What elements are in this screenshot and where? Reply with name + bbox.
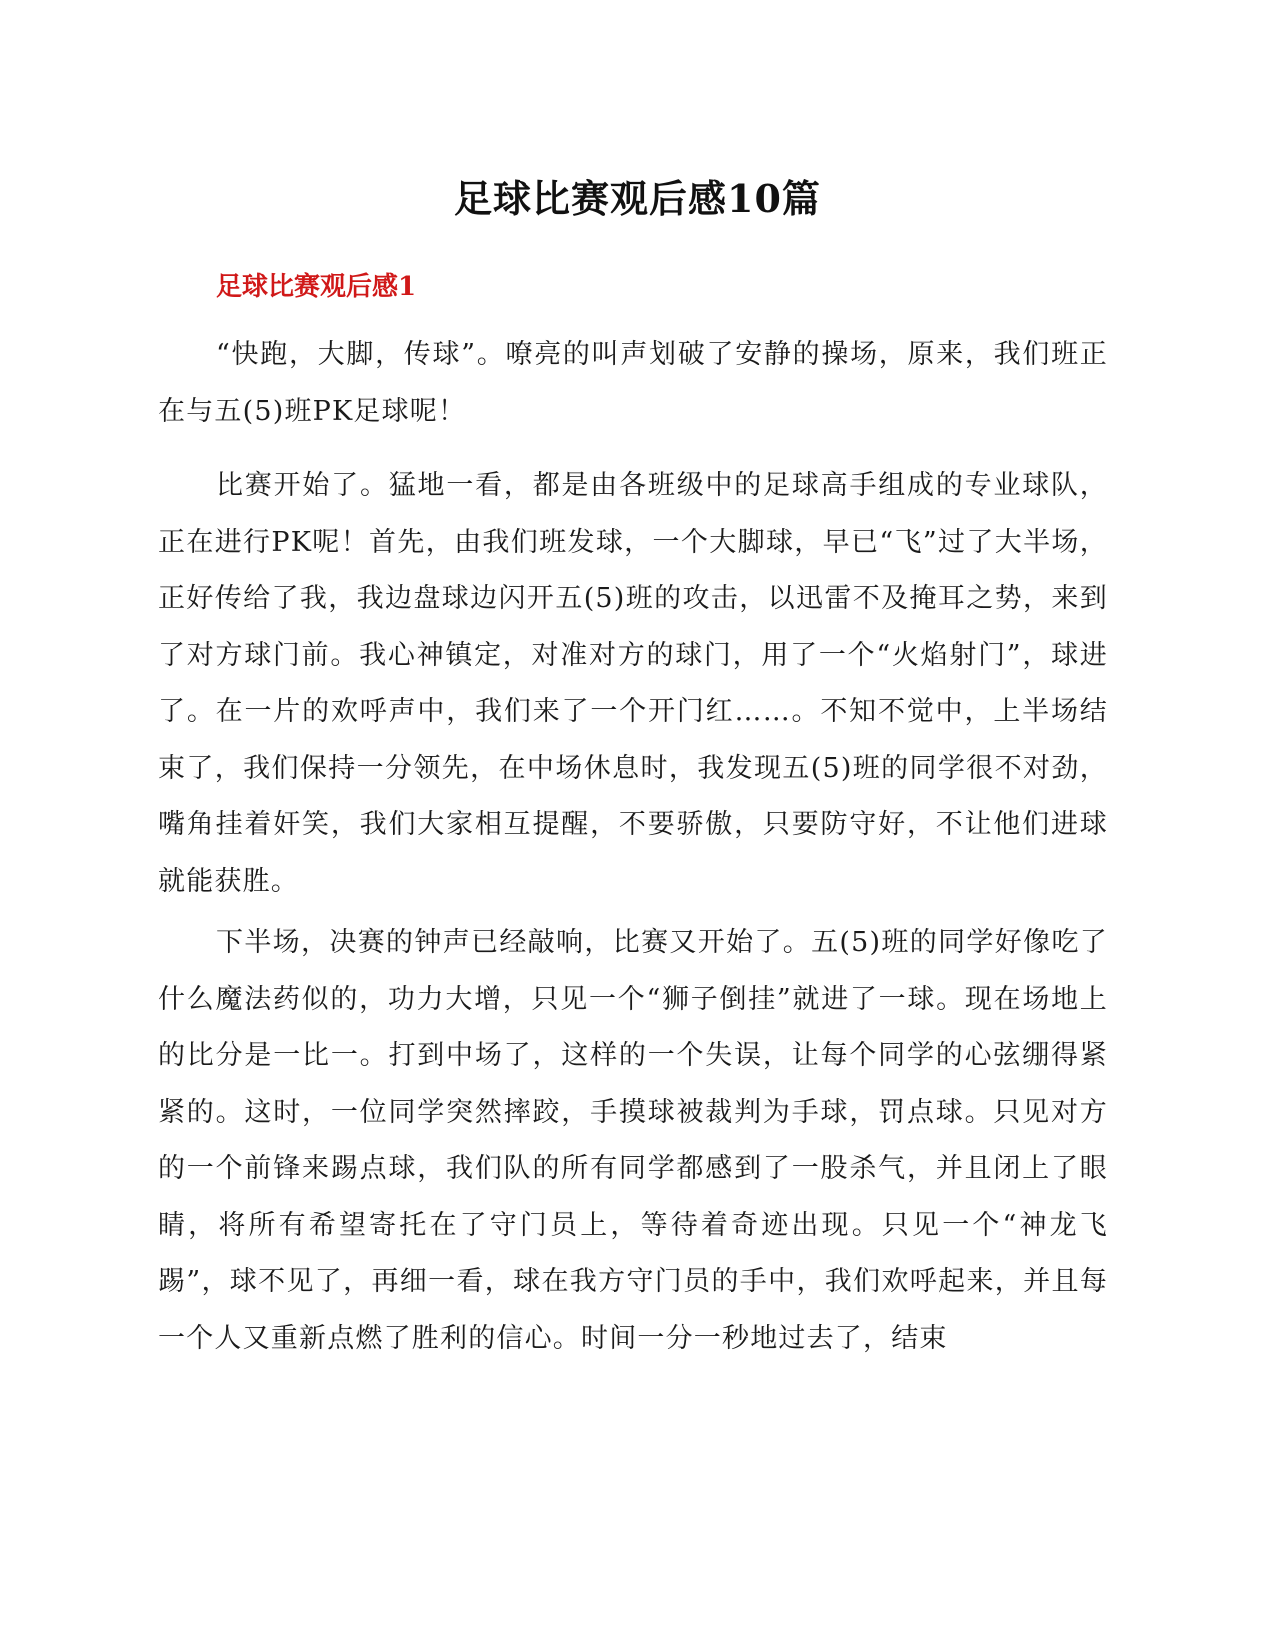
- paragraph: “快跑，大脚，传球”。嘹亮的叫声划破了安静的操场，原来，我们班正在与五(5)班PK足球呢！: [158, 339, 1108, 427]
- paragraph: 下半场，决赛的钟声已经敲响，比赛又开始了。五(5)班的同学好像吃了什么魔法药似的，功力大增，只见一个“狮子倒挂”就进了一球。现在场地上的比分是一比一。打到中场了，这样的一个失误，让每个同学的心弦绷得紧紧的。这时，一位同学突然摔跤，手摸球被裁判为手球，罚点球。只见对方的一个前锋来踢点球，我们队的所有同学都感到了一股杀气，并且闭上了眼睛，将所有希望寄托在了守门员上，等待着奇迹出现。只见一个“神龙飞踢”，球不见了，再细一看，球在我方守门员的手中，我们欢呼起来，并且每一个人又重新点燃了胜利的信心。时间一分一秒地过去了，结束: [158, 927, 1108, 1354]
- section-heading: 足球比赛观后感1: [216, 272, 417, 302]
- paragraph: 比赛开始了。猛地一看，都是由各班级中的足球高手组成的专业球队，正在进行PK呢！首先，由我们班发球，一个大脚球，早已“飞”过了大半场，正好传给了我，我边盘球边闪开五(5)班的攻击，以迅雷不及掩耳之势，来到了对方球门前。我心神镇定，对准对方的球门，用了一个“火焰射门”，球进了。在一片的欢呼声中，我们来了一个开门红……。不知不觉中，上半场结束了，我们保持一分领先，在中场休息时，我发现五(5)班的同学很不对劲，嘴角挂着奸笑，我们大家相互提醒，不要骄傲，只要防守好，不让他们进球就能获胜。: [158, 470, 1108, 897]
- document-title: 足球比赛观后感10篇: [454, 176, 821, 221]
